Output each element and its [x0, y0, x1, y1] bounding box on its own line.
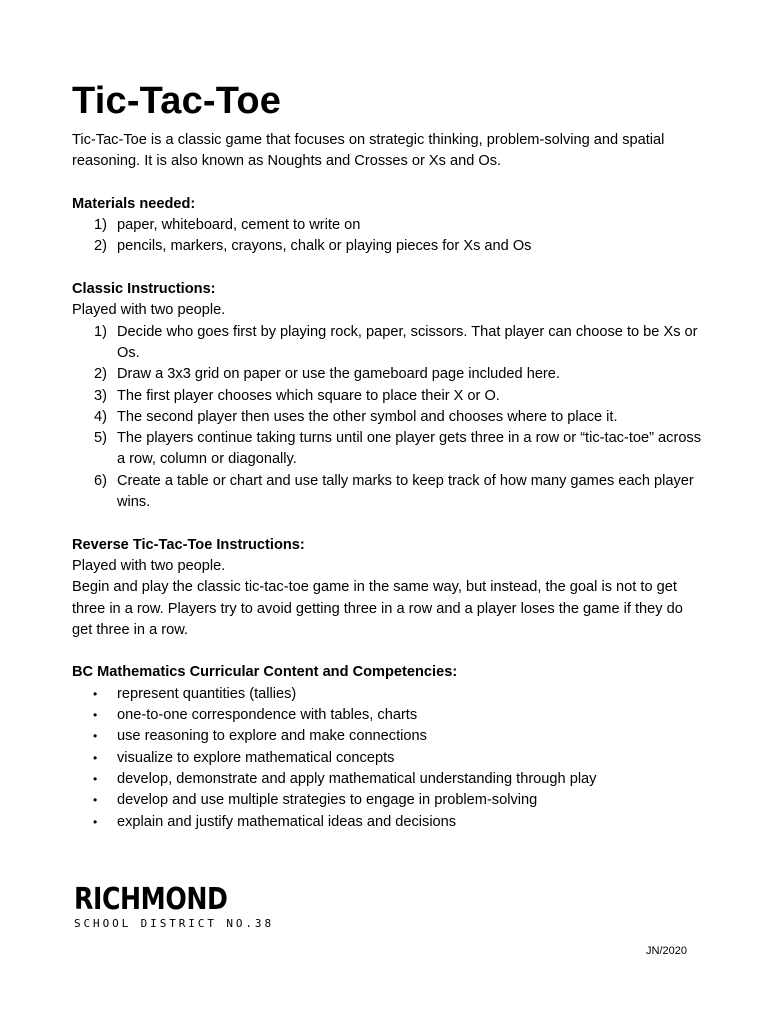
list-item-text: develop, demonstrate and apply mathematical understanding through play: [117, 770, 597, 787]
list-item: [72, 726, 702, 747]
reverse-heading: Reverse Tic-Tac-Toe Instructions:: [72, 536, 305, 553]
bullet-icon: •: [93, 793, 98, 808]
list-number: 2): [94, 366, 107, 383]
footer-code: JN/2020: [646, 945, 687, 957]
richmond-school-district-logo: [74, 884, 274, 931]
reverse-lead: Played with two people.: [72, 557, 226, 574]
logo-wordmark: RICHMOND: [74, 882, 228, 917]
spacer: [72, 258, 702, 279]
page-title: Tic-Tac-Toe: [72, 80, 282, 122]
list-item-text: The players continue taking turns until one player gets three in a row or “tic-tac-toe” across a row, column or diagonally.: [117, 430, 702, 468]
spacer: [72, 513, 702, 534]
list-number: 5): [94, 430, 107, 447]
list-item-text: explain and justify mathematical ideas and decisions: [117, 813, 457, 830]
list-item-text: The first player chooses which square to place their X or O.: [117, 387, 500, 404]
list-number: 6): [94, 472, 107, 489]
list-number: 4): [94, 408, 107, 425]
bullet-icon: •: [93, 771, 98, 786]
bullet-icon: •: [93, 750, 98, 765]
bullet-icon: •: [93, 708, 98, 723]
reverse-body: Begin and play the classic tic-tac-toe game in the same way, but instead, the goal is not to get three in a row. Players try to avoid getting three in a row and a player loses the game if they do get three in a row.: [72, 579, 683, 638]
intro-paragraph: Tic-Tac-Toe is a classic game that focuses on strategic thinking, problem-solving and spatial reasoning. It is also known as Noughts and Crosses or Xs and Os.: [72, 132, 665, 170]
list-item-text: develop and use multiple strategies to engage in problem-solving: [117, 792, 538, 809]
materials-heading: Materials needed:: [72, 195, 196, 212]
bullet-icon: •: [93, 814, 98, 829]
list-item: [72, 748, 702, 769]
list-item: [72, 705, 702, 726]
list-item: [72, 322, 702, 365]
list-item-text: use reasoning to explore and make connections: [117, 728, 427, 745]
spacer: [72, 173, 702, 194]
classic-steps-list: [72, 322, 702, 514]
list-item: [72, 407, 702, 428]
list-item: [72, 790, 702, 811]
list-number: 1): [94, 217, 107, 234]
list-number: 3): [94, 387, 107, 404]
classic-heading: Classic Instructions:: [72, 281, 216, 298]
curriculum-list: [72, 684, 702, 833]
list-item-text: The second player then uses the other symbol and chooses where to place it.: [117, 408, 618, 425]
spacer: [72, 641, 702, 662]
list-item: [72, 812, 702, 833]
bullet-icon: •: [93, 729, 98, 744]
list-item-text: pencils, markers, crayons, chalk or playing pieces for Xs and Os: [117, 238, 532, 255]
list-item: [72, 236, 702, 257]
classic-lead: Played with two people.: [72, 302, 226, 319]
list-item-text: Decide who goes first by playing rock, paper, scissors. That player can choose to be Xs or Os.: [117, 323, 698, 361]
list-item: [72, 684, 702, 705]
list-item: [72, 769, 702, 790]
list-item-text: one-to-one correspondence with tables, charts: [117, 707, 418, 724]
list-item: [72, 471, 702, 514]
logo-subtitle: SCHOOL DISTRICT NO.38: [74, 917, 274, 930]
document-page: [72, 78, 702, 833]
list-item: [72, 364, 702, 385]
list-item-text: visualize to explore mathematical concepts: [117, 749, 395, 766]
list-item-text: Create a table or chart and use tally marks to keep track of how many games each player wins.: [117, 472, 694, 511]
list-number: 1): [94, 323, 107, 340]
list-item-text: Draw a 3x3 grid on paper or use the gameboard page included here.: [117, 366, 560, 383]
list-number: 2): [94, 238, 107, 255]
list-item: [72, 215, 702, 236]
list-item-text: paper, whiteboard, cement to write on: [117, 217, 361, 234]
bullet-icon: •: [93, 686, 98, 701]
list-item-text: represent quantities (tallies): [117, 685, 297, 702]
materials-list: [72, 215, 702, 258]
list-item: [72, 386, 702, 407]
list-item: [72, 428, 702, 471]
curriculum-heading: BC Mathematics Curricular Content and Competencies:: [72, 664, 458, 681]
